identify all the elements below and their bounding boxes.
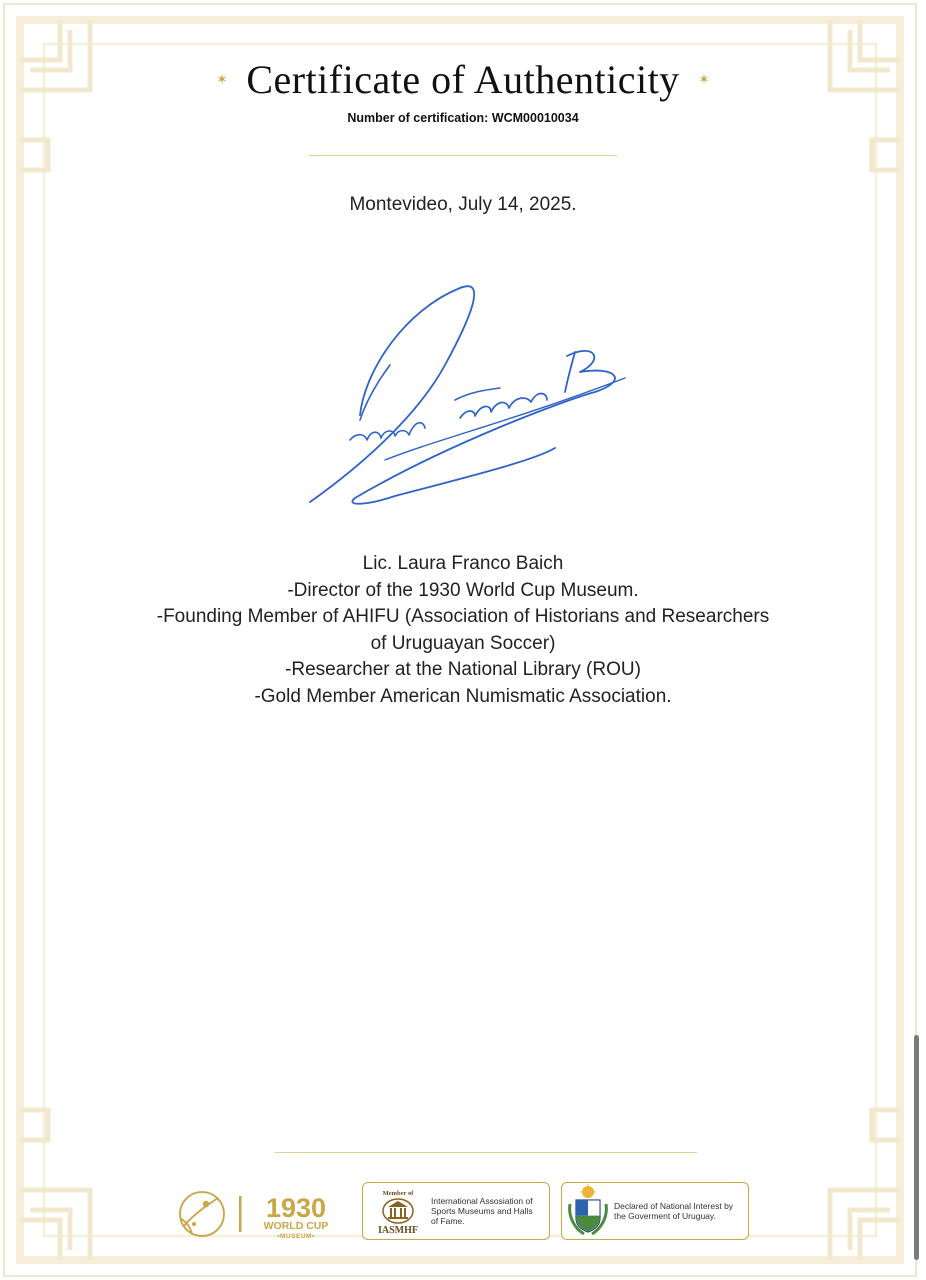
government-text-line: the Goverment of Uruguay. bbox=[614, 1211, 716, 1221]
soccer-ball-logo-icon bbox=[172, 1184, 342, 1244]
iasmhf-text-line: of Fame. bbox=[431, 1216, 465, 1226]
signer-name: Lic. Laura Franco Baich bbox=[362, 553, 564, 574]
certification-number-value: WCM00010034 bbox=[491, 111, 579, 125]
museum-logo-year: 1930 bbox=[265, 1193, 327, 1223]
certification-number bbox=[0, 111, 926, 125]
coat-of-arms-icon bbox=[566, 1184, 610, 1238]
date-line: Montevideo, July 14, 2025. bbox=[349, 194, 577, 215]
museum-logo-line2: •MUSEUM• bbox=[277, 1233, 315, 1240]
title-divider bbox=[309, 155, 617, 156]
government-badge bbox=[561, 1182, 749, 1240]
iasmhf-emblem-top: Member of bbox=[382, 1190, 414, 1197]
footer bbox=[0, 1180, 926, 1250]
signature-icon bbox=[295, 270, 635, 520]
government-text-line: Declared of National Interest by bbox=[614, 1201, 734, 1211]
credential-line: of Uruguayan Soccer) bbox=[370, 632, 556, 654]
signer-credentials bbox=[100, 551, 826, 710]
iasmhf-text-line: International Assosiation of bbox=[431, 1196, 533, 1206]
temple-columns-icon bbox=[371, 1187, 425, 1235]
scrollbar-thumb[interactable] bbox=[914, 1035, 919, 1260]
iasmhf-badge bbox=[362, 1182, 550, 1240]
title-row bbox=[0, 56, 926, 112]
iasmhf-badge-text bbox=[431, 1196, 533, 1226]
footer-divider bbox=[275, 1152, 697, 1153]
iasmhf-text-line: Sports Museums and Halls bbox=[431, 1206, 533, 1216]
iasmhf-emblem-bottom: IASMHF bbox=[378, 1225, 418, 1235]
page-title: Certificate of Authenticity bbox=[246, 57, 680, 102]
credential-line: -Director of the 1930 World Cup Museum. bbox=[287, 579, 639, 601]
star-icon: ✶ bbox=[698, 71, 710, 87]
government-badge-text bbox=[614, 1201, 733, 1221]
certification-number-label: Number of certification: bbox=[347, 111, 489, 125]
star-icon: ✶ bbox=[216, 71, 228, 87]
credential-line: -Researcher at the National Library (ROU) bbox=[285, 659, 641, 680]
museum-logo-line1: WORLD CUP bbox=[263, 1220, 329, 1232]
credential-line: -Gold Member American Numismatic Association. bbox=[254, 685, 672, 707]
credential-line: -Founding Member of AHIFU (Association of Historians and Researchers bbox=[156, 606, 770, 627]
